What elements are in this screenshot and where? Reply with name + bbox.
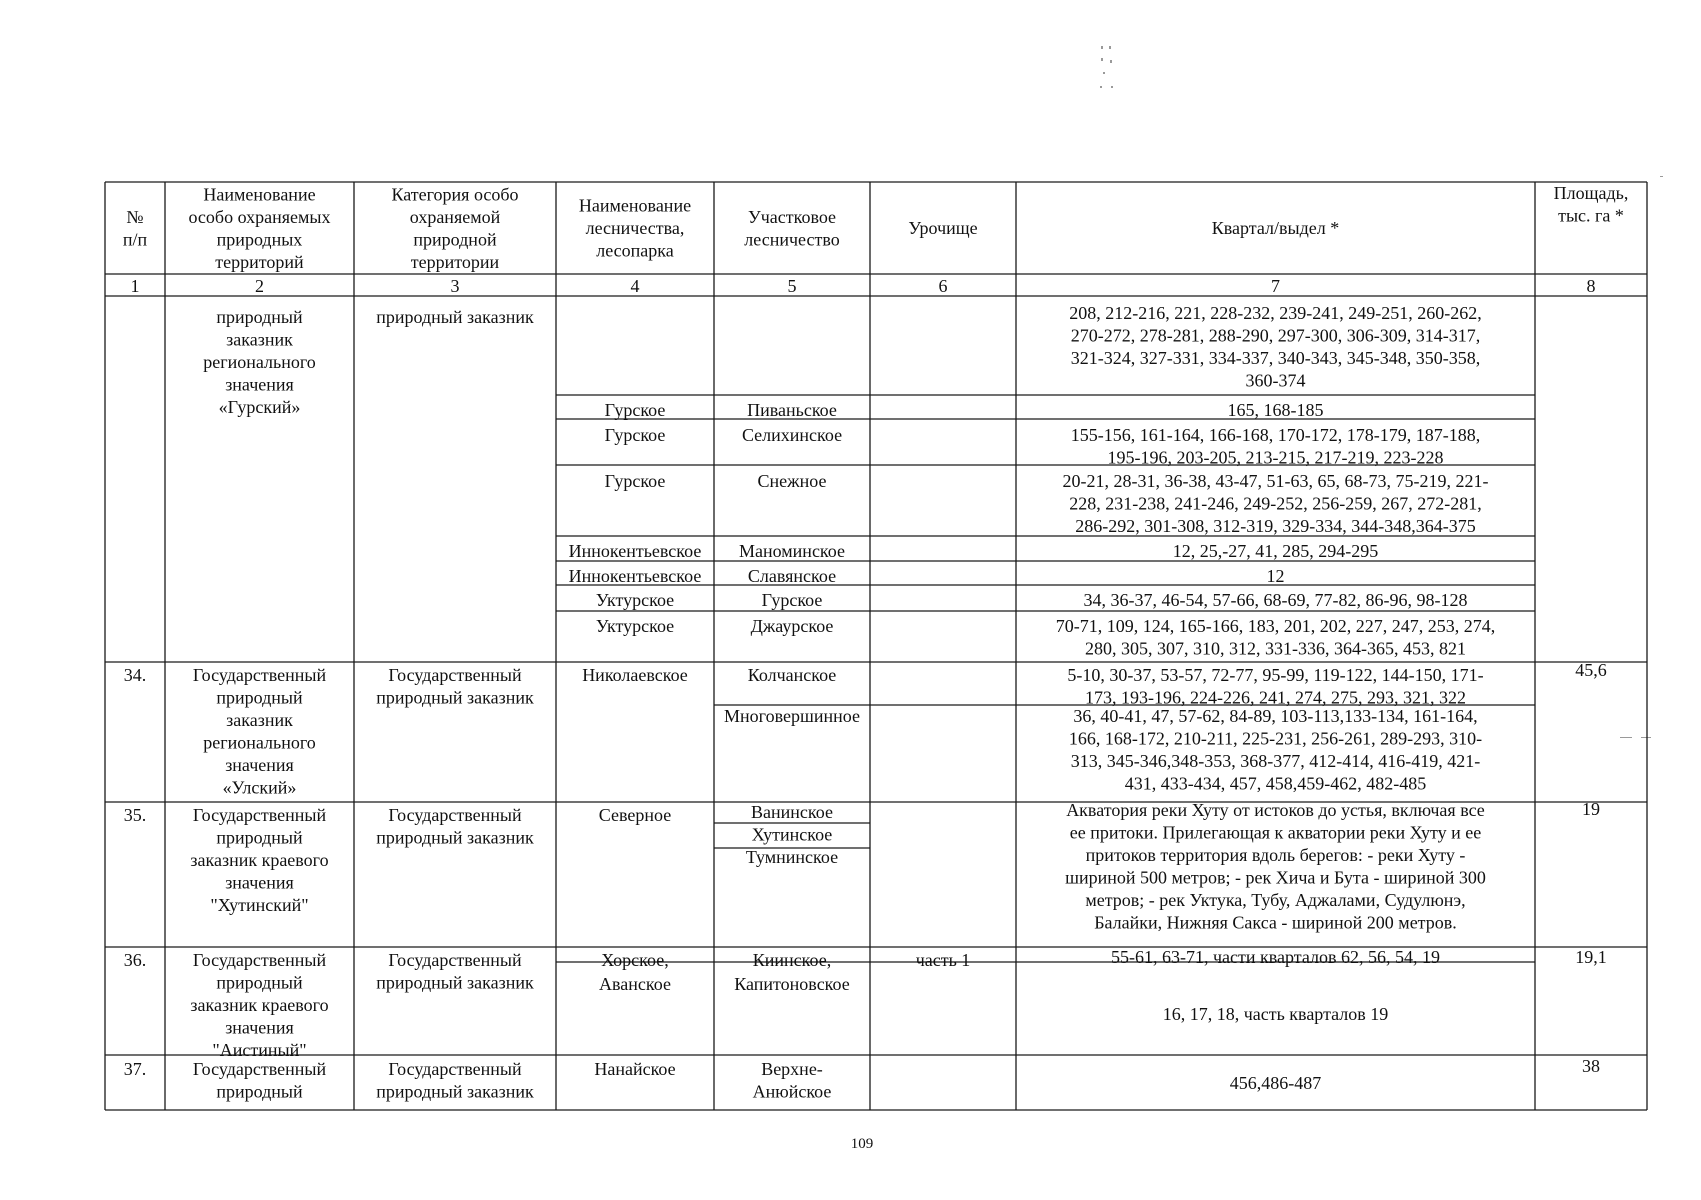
header-category: охраняемой — [409, 206, 501, 227]
quarter-list: 360-374 — [1245, 370, 1306, 391]
district-name: Славянское — [747, 566, 837, 586]
header-area: тыс. га * — [1558, 205, 1624, 226]
reserve-name: заказник — [226, 329, 293, 350]
quarter-list: 5-10, 30-37, 53-57, 72-77, 95-99, 119-122, 144-150, 171- — [1067, 665, 1484, 685]
column-number: 5 — [787, 276, 797, 296]
header-name: природных — [216, 229, 303, 250]
reserve-name: регионального — [203, 732, 316, 753]
reserve-name: Государственный — [192, 1059, 327, 1079]
header-category: Категория особо — [391, 184, 519, 205]
district-name: Многовершинное — [724, 706, 860, 726]
forestry-name: Гурское — [604, 400, 666, 420]
reserve-category: природный заказник — [376, 687, 534, 708]
header-district: Участковое — [747, 206, 837, 227]
reserve-name: значения — [225, 1017, 294, 1038]
reserve-name: природный — [216, 687, 303, 708]
forestry-name: Нанайское — [594, 1059, 676, 1079]
area-value: 19 — [1582, 799, 1600, 819]
district-name: Хутинское — [751, 824, 833, 845]
column-number: 4 — [630, 276, 640, 296]
reserve-name: Государственный — [192, 805, 327, 825]
district-name: Селихинское — [741, 425, 843, 445]
column-number: 2 — [255, 276, 264, 296]
row-number: 34. — [123, 665, 147, 685]
reserve-name: «Гурский» — [218, 397, 301, 417]
header-name: особо охраняемых — [188, 206, 331, 227]
reserve-name: "Аистиный" — [212, 1040, 307, 1060]
area-value: 38 — [1582, 1056, 1600, 1076]
quarter-list: 208, 212-216, 221, 228-232, 239-241, 249-251, 260-262, — [1069, 303, 1482, 323]
quarter-list: 270-272, 278-281, 288-290, 297-300, 306-309, 314-317, — [1070, 325, 1481, 346]
quarter-list: Акватория реки Хуту от истоков до устья, включая все — [1066, 800, 1485, 820]
quarter-list: 70-71, 109, 124, 165-166, 183, 201, 202, 227, 247, 253, 274, — [1055, 616, 1496, 636]
tract-name: часть 1 — [915, 950, 971, 970]
forestry-name: Аванское — [599, 974, 671, 994]
forestry-name: Николаевское — [582, 665, 688, 685]
quarter-list: 166, 168-172, 210-211, 225-231, 256-261, 289-293, 310- — [1068, 728, 1483, 749]
table-content — [123, 183, 1628, 1152]
reserve-category: природный заказник — [376, 307, 534, 327]
reserve-category: Государственный — [388, 1059, 522, 1079]
district-name: Капитоновское — [734, 974, 850, 994]
district-name: Маноминское — [739, 541, 845, 561]
quarter-list: 16, 17, 18, часть кварталов 19 — [1162, 1004, 1389, 1024]
reserve-category: природный заказник — [376, 827, 534, 848]
quarter-list: притоков территория вдоль берегов: - реки Хуту - — [1085, 845, 1466, 865]
reserve-name: природный — [216, 307, 303, 327]
header-tract: Урочище — [908, 218, 978, 238]
quarter-list: 155-156, 161-164, 166-168, 170-172, 178-179, 187-188, — [1070, 425, 1481, 445]
reserve-name: природный — [216, 827, 303, 848]
reserve-name: заказник — [226, 710, 293, 730]
quarter-list: 55-61, 63-71, части кварталов 62, 56, 54, 19 — [1111, 947, 1440, 967]
reserve-category: природный заказник — [376, 1081, 534, 1102]
quarter-list: 12, 25,-27, 41, 285, 294-295 — [1172, 541, 1379, 561]
district-name: Ванинское — [751, 802, 833, 822]
header-category: природной — [413, 229, 497, 250]
quarter-list: 286-292, 301-308, 312-319, 329-334, 344-348,364-375 — [1075, 516, 1476, 536]
district-name: Анюйское — [752, 1081, 832, 1102]
header-number: № — [126, 206, 144, 227]
column-number: 6 — [938, 276, 948, 296]
quarter-list: 313, 345-346,348-353, 368-377, 412-414, 416-419, 421- — [1070, 751, 1481, 771]
reserve-name: регионального — [203, 352, 316, 372]
forestry-name: Уктурское — [595, 590, 675, 610]
quarter-list: 321-324, 327-331, 334-337, 340-343, 345-348, 350-358, — [1070, 348, 1481, 368]
reserve-name: природный — [216, 1081, 303, 1102]
quarter-list: 20-21, 28-31, 36-38, 43-47, 51-63, 65, 68-73, 75-219, 221- — [1062, 471, 1489, 491]
header-number: п/п — [122, 229, 148, 250]
district-name: Пиваньское — [747, 400, 837, 420]
quarter-list: 456,486-487 — [1229, 1073, 1322, 1093]
quarter-list: 228, 231-238, 241-246, 249-252, 256-259, 267, 272-281, — [1069, 493, 1482, 514]
district-name: Верхне- — [761, 1059, 823, 1079]
forestry-name: Гурское — [604, 425, 666, 445]
reserve-name: заказник краевого — [190, 850, 329, 870]
quarter-list: 431, 433-434, 457, 458,459-462, 482-485 — [1124, 773, 1427, 794]
district-name: Киинское, — [752, 950, 832, 970]
quarter-list: 165, 168-185 — [1227, 400, 1324, 420]
header-forestry: лесничества, — [585, 218, 685, 238]
forestry-name: Иннокентьевское — [568, 566, 702, 586]
reserve-category: Государственный — [388, 950, 522, 970]
quarter-list: 36, 40-41, 47, 57-62, 84-89, 103-113,133-134, 161-164, — [1073, 706, 1478, 726]
reserve-name: «Улский» — [222, 777, 297, 798]
header-name: Наименование — [203, 184, 316, 205]
quarter-list: Балайки, Нижняя Сакса - шириной 200 метров. — [1094, 912, 1457, 933]
header-quarter: Квартал/выдел * — [1211, 218, 1340, 238]
quarter-list: шириной 500 метров; - рек Хича и Бута - шириной 300 — [1065, 867, 1486, 888]
header-area: Площадь, — [1553, 183, 1629, 203]
quarter-list: 173, 193-196, 224-226, 241, 274, 275, 293, 321, 322 — [1085, 687, 1466, 708]
header-forestry: лесопарка — [596, 240, 674, 261]
forestry-name: Уктурское — [595, 616, 675, 636]
forestry-name: Гурское — [604, 471, 666, 491]
header-forestry: Наименование — [578, 195, 692, 216]
header-district: лесничество — [744, 229, 840, 250]
district-name: Тумнинское — [745, 847, 839, 867]
district-name: Гурское — [761, 590, 823, 610]
row-number: 37. — [123, 1059, 147, 1079]
forestry-name: Северное — [598, 805, 672, 825]
quarter-list: 280, 305, 307, 310, 312, 331-336, 364-365, 453, 821 — [1085, 638, 1466, 659]
row-number: 36. — [123, 950, 147, 970]
quarter-list: 12 — [1266, 566, 1285, 586]
reserve-name: значения — [225, 755, 294, 775]
reserve-name: "Хутинский" — [210, 895, 309, 915]
reserve-category: Государственный — [388, 665, 522, 685]
quarter-list: 195-196, 203-205, 213-215, 217-219, 223-228 — [1107, 447, 1444, 468]
forestry-name: Хорское, — [601, 950, 669, 970]
district-name: Джаурское — [750, 616, 834, 636]
reserve-name: Государственный — [192, 950, 327, 970]
district-name: Снежное — [757, 471, 827, 491]
row-number: 35. — [123, 805, 147, 825]
reserve-name: значения — [225, 374, 294, 395]
column-number: 8 — [1586, 276, 1596, 296]
quarter-list: метров; - рек Уктука, Тубу, Аджалами, Судулюнэ, — [1085, 890, 1466, 910]
reserve-name: природный — [216, 972, 303, 993]
column-number: 3 — [450, 276, 460, 296]
reserve-name: Государственный — [192, 665, 327, 685]
quarter-list: ее притоки. Прилегающая к акватории реки Хуту и ее — [1069, 822, 1482, 843]
column-number: 1 — [130, 276, 140, 296]
district-name: Колчанское — [747, 665, 837, 685]
reserve-name: значения — [225, 872, 294, 893]
area-value: 19,1 — [1575, 947, 1607, 967]
header-category: территории — [410, 251, 500, 272]
quarter-list: 34, 36-37, 46-54, 57-66, 68-69, 77-82, 86-96, 98-128 — [1083, 590, 1468, 610]
forestry-name: Иннокентьевское — [568, 541, 702, 561]
column-number: 7 — [1271, 276, 1280, 296]
area-value: 45,6 — [1575, 660, 1607, 680]
reserve-name: заказник краевого — [190, 995, 329, 1015]
page-number: 109 — [850, 1136, 874, 1152]
reserve-category: Государственный — [388, 805, 522, 825]
reserve-category: природный заказник — [376, 972, 534, 993]
header-name: территорий — [215, 251, 304, 272]
